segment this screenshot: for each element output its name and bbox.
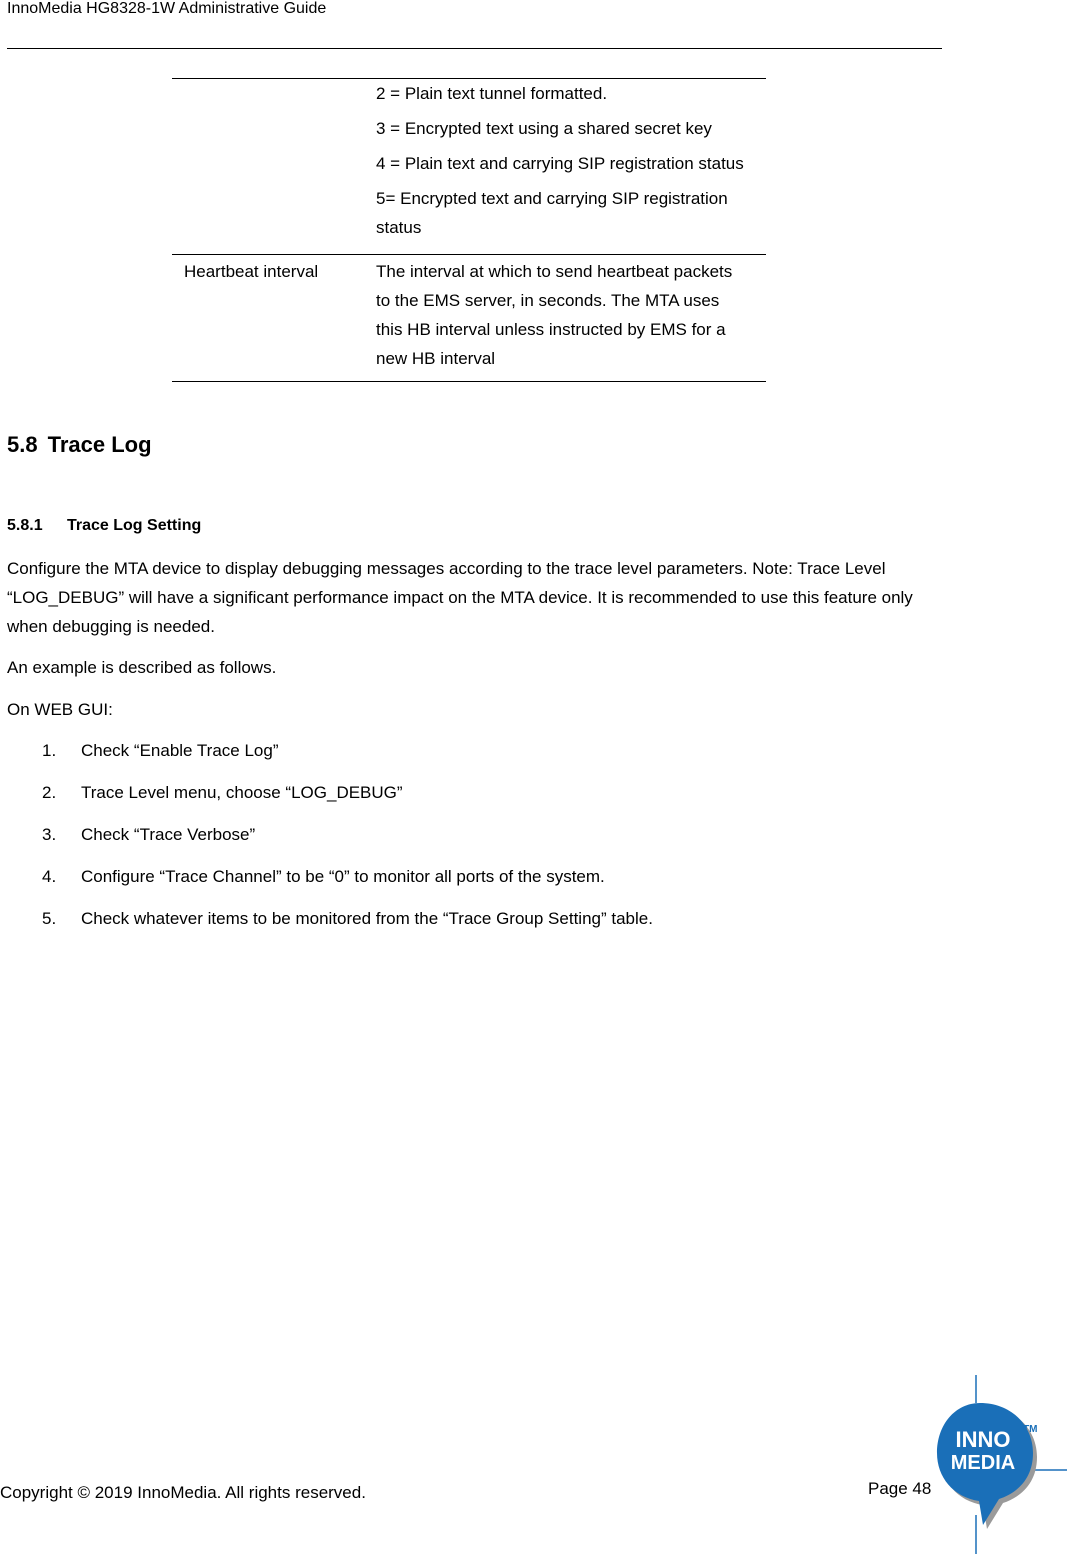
table-cell-description: The interval at which to send heartbeat packets to the EMS server, in seconds. The MTA uses this HB interval unless instructed by EMS for a new HB interval <box>362 255 766 382</box>
body-paragraph: Configure the MTA device to display debugging messages according to the trace level parameters. Note: Trace Level “LOG_DEBUG” will have a significant performance impact on the MTA device. It is recommended to use this feature only when debugging is needed. <box>7 559 913 636</box>
logo-trademark: TM <box>1023 1424 1038 1435</box>
value-line: 3 = Encrypted text using a shared secret key <box>376 119 712 138</box>
body-paragraph: On WEB GUI: <box>7 700 113 719</box>
footer-copyright: Copyright © 2019 InnoMedia. All rights reserved. <box>0 1483 366 1502</box>
page-number: Page 48 <box>868 1479 932 1498</box>
list-item-number: 2. <box>42 783 57 802</box>
parameter-table <box>172 78 766 382</box>
document-header-title: InnoMedia HG8328-1W Administrative Guide <box>7 0 327 17</box>
section-title: Trace Log <box>47 432 152 457</box>
list-item-number: 1. <box>42 741 57 760</box>
table-cell-empty <box>172 79 362 255</box>
subsection-title: Trace Log Setting <box>67 517 202 534</box>
list-item-number: 5. <box>42 909 57 928</box>
value-line: 2 = Plain text tunnel formatted. <box>376 84 608 103</box>
list-item-text: Check “Trace Verbose” <box>81 825 256 844</box>
subsection-heading <box>7 515 201 537</box>
table-row <box>172 79 766 255</box>
list-item-text: Configure “Trace Channel” to be “0” to monitor all ports of the system. <box>81 867 605 886</box>
table-cell-parameter: Heartbeat interval <box>172 255 362 382</box>
section-number: 5.8 <box>7 432 38 457</box>
logo-text-media: MEDIA <box>950 1452 1016 1474</box>
header-divider <box>7 48 942 49</box>
list-item-number: 4. <box>42 867 57 886</box>
section-heading <box>7 430 152 460</box>
list-item-number: 3. <box>42 825 57 844</box>
table-cell-values <box>362 79 766 255</box>
list-item-text: Check whatever items to be monitored from the “Trace Group Setting” table. <box>81 909 653 928</box>
subsection-number: 5.8.1 <box>7 517 43 534</box>
innomedia-logo <box>925 1375 1067 1554</box>
value-line: 4 = Plain text and carrying SIP registration status <box>376 154 744 173</box>
value-line: 5= Encrypted text and carrying SIP registration status <box>376 189 728 237</box>
list-item-text: Check “Enable Trace Log” <box>81 741 279 760</box>
body-paragraph: An example is described as follows. <box>7 658 277 677</box>
list-item-text: Trace Level menu, choose “LOG_DEBUG” <box>81 783 403 802</box>
logo-text-inno: INNO <box>955 1427 1011 1452</box>
logo-graphic <box>925 1375 1067 1554</box>
table-row <box>172 255 766 382</box>
